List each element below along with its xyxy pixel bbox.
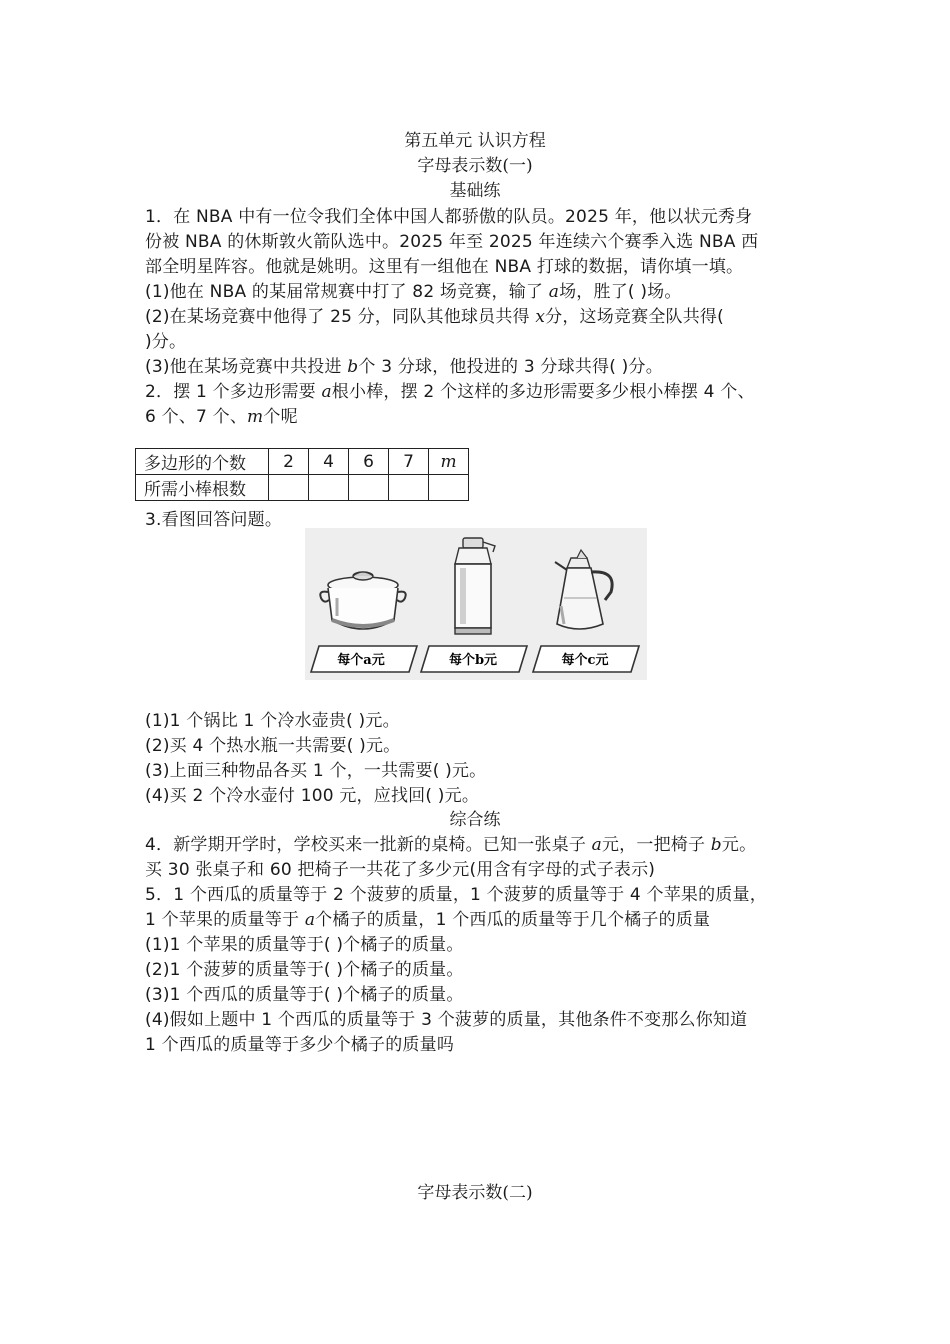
variable-a: a bbox=[548, 282, 560, 302]
q1-part-2-text-b: 分，这场竞赛全队共得( bbox=[545, 307, 724, 327]
q4-text-1c: 元。 bbox=[721, 835, 757, 855]
table-cell-blank bbox=[269, 475, 309, 501]
q2-text-2a: 6 个、7 个、 bbox=[145, 407, 248, 427]
table-cell-blank bbox=[349, 475, 389, 501]
q5-line-2 bbox=[145, 905, 710, 930]
q1-part-2-cont: )分。 bbox=[145, 332, 187, 352]
price-tag-2 bbox=[421, 646, 527, 672]
price-tag-label: 每个b元 bbox=[448, 653, 498, 668]
variable-a: a bbox=[304, 910, 316, 930]
q1-intro-line-3: 部全明星阵容。他就是姚明。这里有一组他在 NBA 打球的数据，请你填一填。 bbox=[145, 257, 744, 277]
polygon-stick-table bbox=[135, 448, 469, 501]
price-tag-3 bbox=[533, 646, 639, 672]
q1-part-3-text-b: 个 3 分球，他投进的 3 分球共得( )分。 bbox=[358, 357, 663, 377]
q2-text-1a: 2．摆 1 个多边形需要 bbox=[145, 382, 322, 402]
variable-b: b bbox=[347, 357, 359, 377]
q2-line-1 bbox=[145, 377, 755, 402]
section-basic-heading: 基础练 bbox=[449, 181, 501, 201]
table-cell: 4 bbox=[309, 449, 349, 475]
q3-part-3: (3)上面三种物品各买 1 个，一共需要( )元。 bbox=[145, 761, 487, 781]
q4-text-1a: 4．新学期开学时，学校买来一批新的桌椅。已知一张桌子 bbox=[145, 835, 592, 855]
q1-part-3-text-a: (3)他在某场竞赛中共投进 bbox=[145, 357, 348, 377]
unit-title: 第五单元 认识方程 bbox=[404, 131, 546, 151]
q1-part-1-text-b: 场，胜了( )场。 bbox=[559, 282, 682, 302]
q5-text-2a: 1 个苹果的质量等于 bbox=[145, 910, 305, 930]
pot-icon bbox=[320, 572, 405, 629]
table-cell: m bbox=[429, 449, 469, 475]
price-tag-1 bbox=[311, 646, 417, 672]
q4-text-1b: 元，一把椅子 bbox=[601, 835, 711, 855]
table-cell-blank bbox=[309, 475, 349, 501]
variable-m: m bbox=[247, 407, 264, 427]
q5-part-4-line-2: 1 个西瓜的质量等于多少个橘子的质量吗 bbox=[145, 1035, 455, 1055]
q1-intro-line-1: 1．在 NBA 中有一位令我们全体中国人都骄傲的队员。2025 年，他以状元秀身 bbox=[145, 207, 753, 227]
q3-part-4: (4)买 2 个冷水壶付 100 元，应找回( )元。 bbox=[145, 786, 480, 806]
variable-b: b bbox=[710, 835, 722, 855]
table-row-header: 所需小棒根数 bbox=[136, 475, 269, 501]
section-comprehensive-heading: 综合练 bbox=[449, 810, 501, 830]
q1-part-2 bbox=[145, 302, 724, 327]
table-cell: 7 bbox=[389, 449, 429, 475]
q3-title: 3.看图回答问题。 bbox=[145, 510, 283, 530]
q3-part-1: (1)1 个锅比 1 个冷水壶贵( )元。 bbox=[145, 711, 400, 731]
q3-illustration bbox=[305, 528, 647, 680]
q5-part-1: (1)1 个苹果的质量等于( )个橘子的质量。 bbox=[145, 935, 464, 955]
q5-part-2: (2)1 个菠萝的质量等于( )个橘子的质量。 bbox=[145, 960, 464, 980]
variable-a: a bbox=[591, 835, 602, 855]
next-lesson-title: 字母表示数(二) bbox=[417, 1183, 533, 1203]
variable-a: a bbox=[321, 382, 332, 402]
q5-part-3: (3)1 个西瓜的质量等于( )个橘子的质量。 bbox=[145, 985, 464, 1005]
q3-part-2: (2)买 4 个热水瓶一共需要( )元。 bbox=[145, 736, 401, 756]
q5-line-1: 5．1 个西瓜的质量等于 2 个菠萝的质量，1 个菠萝的质量等于 4 个苹果的质量， bbox=[145, 885, 767, 905]
q5-text-2b: 个橘子的质量，1 个西瓜的质量等于几个橘子的质量 bbox=[315, 910, 711, 930]
q2-text-1b: 根小棒，摆 2 个这样的多边形需要多少根小棒摆 4 个、 bbox=[331, 382, 755, 402]
table-cell: 2 bbox=[269, 449, 309, 475]
q4-line-2: 买 30 张桌子和 60 把椅子一共花了多少元(用含有字母的式子表示) bbox=[145, 860, 656, 880]
table-cell-blank bbox=[389, 475, 429, 501]
q5-part-4-line-1: (4)假如上题中 1 个西瓜的质量等于 3 个菠萝的质量，其他条件不变那么你知道 bbox=[145, 1010, 748, 1030]
table-cell-blank bbox=[429, 475, 469, 501]
q2-line-2 bbox=[145, 402, 298, 427]
q1-part-2-text-a: (2)在某场竞赛中他得了 25 分，同队其他球员共得 bbox=[145, 307, 536, 327]
q1-part-1 bbox=[145, 277, 682, 302]
q1-part-1-text-a: (1)他在 NBA 的某届常规赛中打了 82 场竞赛，输了 bbox=[145, 282, 549, 302]
price-tag-label: 每个a元 bbox=[337, 653, 385, 668]
q2-text-2b: 个呢 bbox=[263, 407, 298, 427]
table-cell: 6 bbox=[349, 449, 389, 475]
table-row bbox=[136, 475, 469, 501]
price-tag-label: 每个c元 bbox=[561, 653, 609, 668]
q4-line-1 bbox=[145, 830, 756, 855]
q1-part-3 bbox=[145, 352, 663, 377]
lesson-title: 字母表示数(一) bbox=[417, 156, 533, 176]
table-row bbox=[136, 449, 469, 475]
variable-x: x bbox=[535, 307, 546, 327]
table-row-header: 多边形的个数 bbox=[136, 449, 269, 475]
q1-intro-line-2: 份被 NBA 的休斯敦火箭队选中。2025 年至 2025 年连续六个赛季入选 NBA 西 bbox=[145, 232, 759, 252]
